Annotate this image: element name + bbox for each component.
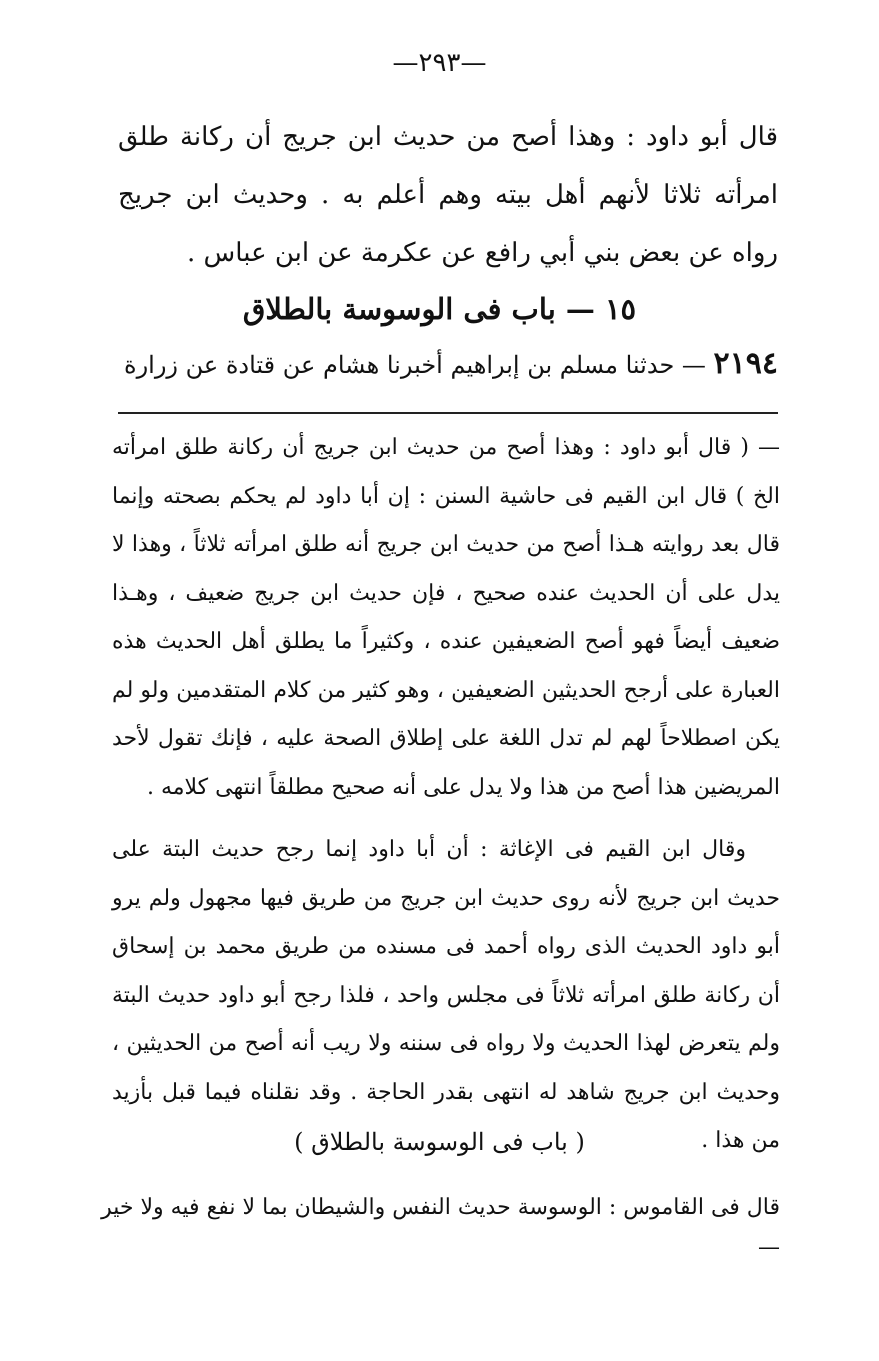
commentary-paragraph-2: وقال ابن القيم فى الإغاثة : أن أبا داود إنما رجح حديث البتة على حديث ابن جريج لأنه روى حديث ابن جريج من طريق فيها مجهول ولم يرو أبو داود الحديث الذى رواه أحمد فى مسنده من طريق محمد بن إسحاق أن ركانة طلق امرأته ثلاثاً فى مجلس واحد ، فلذا رجح أبو داود حديث البتة ولم يتعرض لهذا الحديث ولا رواه فى سننه ولا ريب أنه أصح من الحديثين ، وحديث ابن جريج شاهد له انتهى بقدر الحاجة . وقد نقلناه فيما قبل بأزيد من هذا . (112, 837, 780, 1153)
commentary-sub-heading: ( باب فى الوسوسة بالطلاق ) (294, 1128, 585, 1156)
footnote-divider (118, 412, 778, 414)
hadith-intro-line (118, 346, 778, 381)
page-number: —٢٩٣— (392, 48, 487, 78)
commentary-paragraph-1: — ( قال أبو داود : وهذا أصح من حديث ابن جريج أن ركانة طلق امرأته الخ ) قال ابن القيم فى حاشية السنن : إن أبا داود لم يحكم بصحته وإنما قال بعد روايته هـذا أصح من حديث ابن جريج أنه طلق امرأته ثلاثاً ، وهذا لا يدل على أن الحديث عنده صحيح ، فإن حديث ابن جريج ضعيف ، وهـذا ضعيف أيضاً فهو أصح الضعيفين عنده ، وكثيراً ما يطلق أهل الحديث هذه العبارة على أرجح الحديثين الضعيفين ، وهو كثير من كلام المتقدمين ولو لم يكن اصطلاحاً لهم لم تدل اللغة على إطلاق الصحة عليه ، فإنك تقول لأحد المريضين هذا أصح من هذا ولا يدل على أنه صحيح مطلقاً انتهى كلامه . (112, 435, 780, 800)
hadith-number: ٢١٩٤ (713, 346, 778, 381)
commentary-final-line: قال فى القاموس : الوسوسة حديث النفس والشيطان بما لا نفع فيه ولا خير — (101, 1195, 780, 1260)
hadith-text: — حدثنا مسلم بن إبراهيم أخبرنا هشام عن قتادة عن زرارة (124, 351, 714, 379)
commentary-section (112, 424, 780, 1166)
chapter-heading: ١٥ — باب فى الوسوسة بالطلاق (242, 292, 637, 326)
main-text-paragraph: قال أبو داود : وهذا أصح من حديث ابن جريج أن ركانة طلق امرأته ثلاثا لأنهم أهل بيته وهم أعلم به . وحديث ابن جريج رواه عن بعض بني أبي رافع عن عكرمة عن ابن عباس . (118, 122, 778, 268)
